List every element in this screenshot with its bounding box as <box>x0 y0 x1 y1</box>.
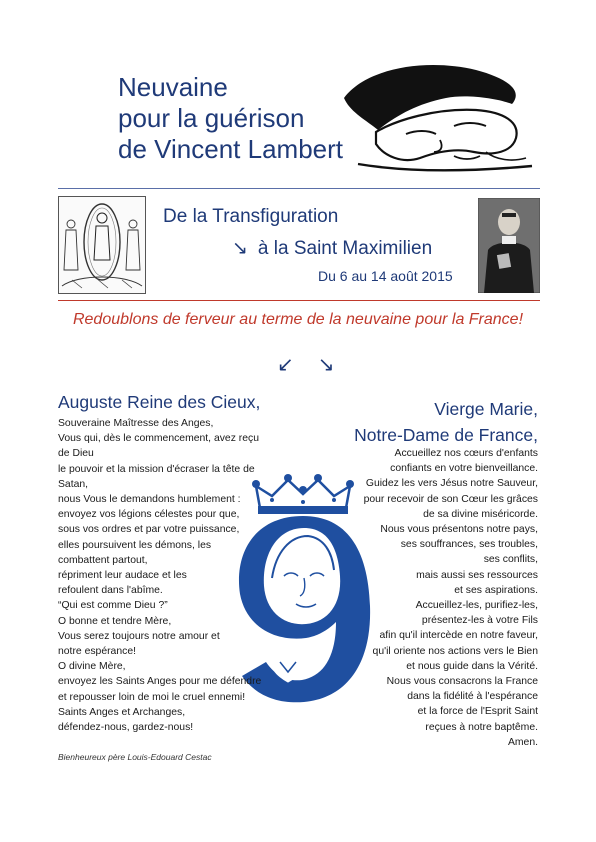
prayer-line: envoyez vos légions célestes pour que, <box>58 509 240 521</box>
prayer-line: ses souffrances, ses troubles, <box>400 539 538 551</box>
title-line: Neuvaine <box>118 72 228 102</box>
prayer-line: “Qui est comme Dieu ?” <box>58 600 168 612</box>
prayer-line: le pouvoir et la mission d'écraser la tête de Satan, <box>58 463 255 490</box>
prayer-signature: Bienheureux père Louis-Edouard Cestac <box>58 752 212 762</box>
heading-line: Vierge Marie, <box>434 399 538 419</box>
subtitle-to-text: à la Saint Maximilien <box>257 238 433 259</box>
prayer-line: mais aussi ses ressources <box>416 569 538 581</box>
prayer-line: reçues à notre baptême. <box>425 721 538 733</box>
right-prayer-text <box>330 446 538 750</box>
tagline: Redoublons de ferveur au terme de la neuvaine pour la France! <box>72 311 524 328</box>
prayer-line: O divine Mère, <box>58 661 126 673</box>
prayer-line: afin qu'il intercède en notre faveur, <box>379 630 538 642</box>
arrow-down-left-icon: ↙ <box>277 354 294 376</box>
prayer-line: qu'il oriente nos actions vers le Bien <box>372 645 538 657</box>
prayer-line: dans la fidélité à l'espérance <box>407 691 538 703</box>
prayer-line: répriment leur audace et les <box>58 570 187 582</box>
prayer-line: Nous vous présentons notre pays, <box>380 524 538 536</box>
prayer-line: combattent partout, <box>58 554 148 566</box>
divider-red <box>58 300 540 301</box>
title-line: de Vincent Lambert <box>118 134 343 164</box>
divider-blue <box>58 188 540 189</box>
prayer-line: confiants en votre bienveillance. <box>390 463 538 475</box>
arrow-down-right-icon: ↘ <box>317 354 335 376</box>
prayer-line: présentez-les à votre Fils <box>421 615 538 627</box>
prayer-line: nous Vous le demandons humblement : <box>58 494 241 506</box>
prayer-line: O bonne et tendre Mère, <box>58 615 172 627</box>
prayer-line: défendez-nous, gardez-nous! <box>58 722 194 734</box>
prayer-line: Accueillez-les, purifiez-les, <box>415 600 538 612</box>
prayer-line: notre espérance! <box>58 646 136 658</box>
prayer-line: sous vos ordres et par votre puissance, <box>58 524 240 536</box>
prayer-line: Nous vous consacrons la France <box>386 676 538 688</box>
arrow-down-right-icon: ↘ <box>232 238 248 259</box>
prayer-line: Souveraine Maîtresse des Anges, <box>58 418 214 429</box>
prayer-line: ses conflits, <box>483 554 538 566</box>
prayer-line: Vous qui, dès le commencement, avez reçu de Dieu <box>58 433 259 460</box>
subtitle-from: De la Transfiguration <box>163 206 339 227</box>
prayer-line: Saints Anges et Archanges, <box>58 706 186 718</box>
heading-line: Notre-Dame de France, <box>354 425 538 445</box>
prayer-line: de sa divine miséricorde. <box>423 508 538 520</box>
prayer-line: pour recevoir de son Cœur les grâces <box>363 493 538 505</box>
prayer-line: et la force de l'Esprit Saint <box>417 706 538 718</box>
subtitle-to <box>232 237 432 260</box>
left-prayer-text <box>58 416 273 735</box>
saint-maximilien-photo-icon <box>478 198 540 293</box>
transfiguration-engraving-icon <box>58 196 146 294</box>
prayer-line: Vous serez toujours notre amour et <box>58 630 220 642</box>
left-prayer-heading: Auguste Reine des Cieux, <box>58 392 261 412</box>
prayer-line: Accueillez nos cœurs d'enfants <box>394 448 538 459</box>
date-range: Du 6 au 14 août 2015 <box>318 268 453 284</box>
prayer-line: envoyez les Saints Anges pour me défendre <box>58 676 262 688</box>
prayer-line: et ses aspirations. <box>454 584 538 596</box>
title-line: pour la guérison <box>118 103 305 133</box>
prayer-line: et nous guide dans la Vérité. <box>406 660 538 672</box>
face-sketch-icon <box>336 60 536 178</box>
prayer-line: et repousser loin de moi le cruel ennemi! <box>58 691 246 703</box>
right-prayer-heading <box>330 396 538 448</box>
prayer-line: elles poursuivent les démons, les <box>58 539 212 551</box>
arrows-row <box>265 352 347 377</box>
prayer-line: refoulent dans l'abîme. <box>58 585 163 597</box>
prayer-line: Guidez les vers Jésus notre Sauveur, <box>365 478 538 490</box>
prayer-line: Amen. <box>507 736 538 748</box>
